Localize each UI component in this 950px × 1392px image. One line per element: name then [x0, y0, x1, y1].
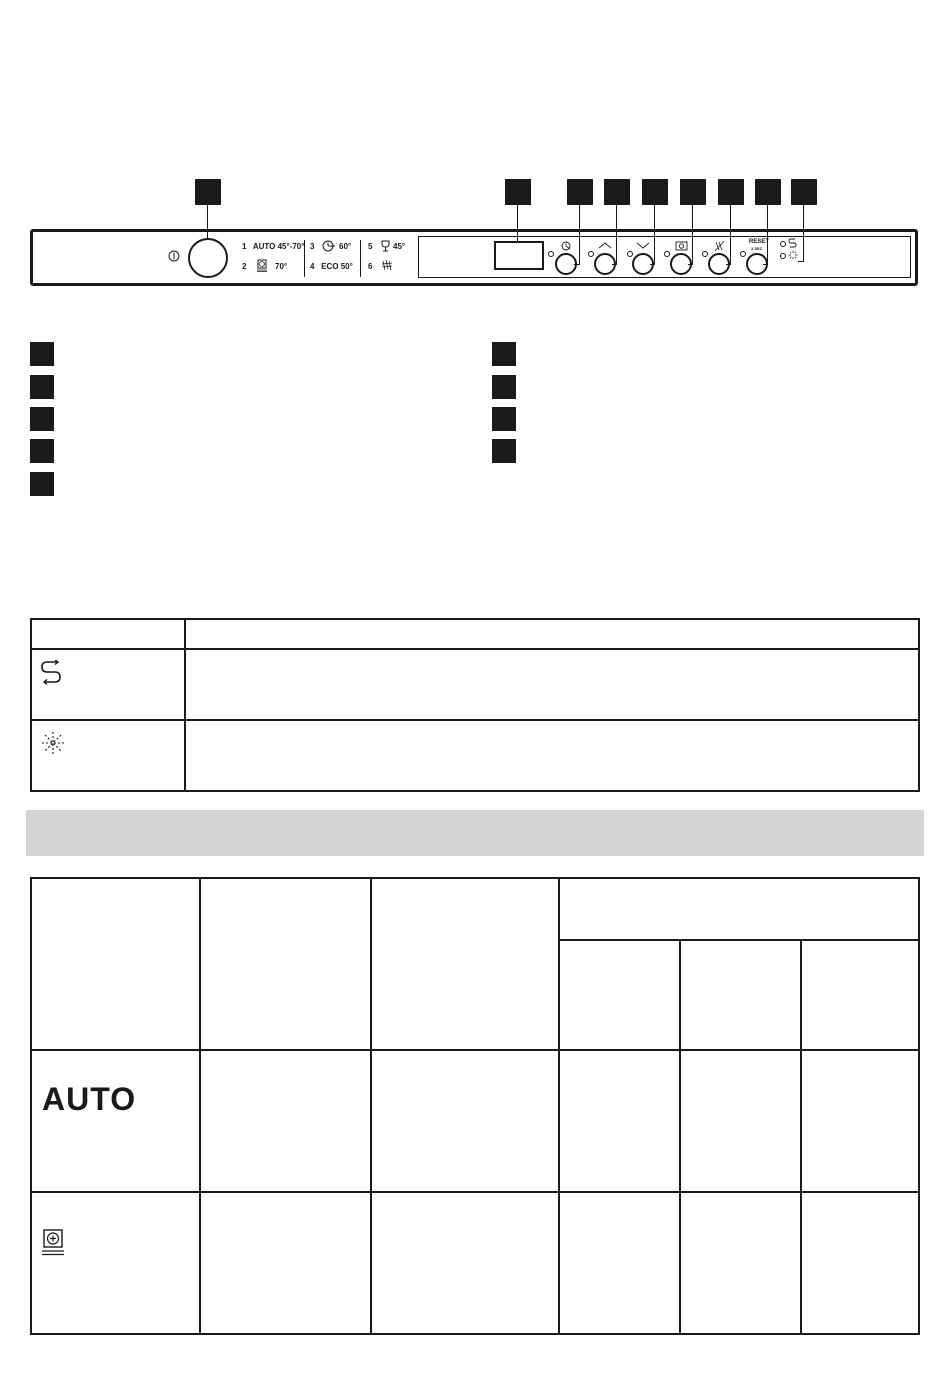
programme-table [30, 877, 920, 1335]
reset-label: RESET [749, 239, 770, 245]
glass-icon [381, 240, 390, 252]
divider [304, 240, 305, 277]
delay-start-icon [561, 241, 572, 252]
legend-marker [30, 342, 54, 366]
programme-5-temp: 45° [393, 242, 406, 251]
table-row [31, 1050, 919, 1192]
table-header-row [31, 619, 919, 649]
table-cell [200, 1192, 371, 1334]
digital-display [494, 241, 544, 270]
intensive-pot-icon [41, 1229, 65, 1257]
table-cell [31, 619, 185, 649]
power-icon [168, 250, 180, 262]
programme-4: 4 ECO 50° [310, 262, 353, 271]
table-cell [371, 1050, 559, 1192]
divider [360, 240, 361, 277]
programme-2-temp: 70° [275, 262, 288, 271]
reset-button[interactable] [746, 253, 768, 275]
table-cell [31, 649, 185, 720]
button-area [418, 236, 911, 278]
rinse-aid-led [780, 241, 786, 247]
programme-2: 2 [242, 262, 247, 271]
legend-marker [30, 375, 54, 399]
extra-option-button[interactable] [670, 253, 692, 275]
callout-marker-knob [195, 179, 221, 205]
legend-marker [492, 439, 516, 463]
legend-marker [492, 342, 516, 366]
programme-3-temp: 60° [339, 242, 352, 251]
reset-led [740, 251, 746, 257]
table-cell [680, 1050, 801, 1192]
up-led [588, 251, 594, 257]
salt-icon [41, 731, 65, 755]
programme-6: 6 [368, 262, 373, 271]
table-row [31, 649, 919, 720]
table-cell [200, 1050, 371, 1192]
rinse-aid-icon [40, 660, 62, 686]
legend-marker [30, 439, 54, 463]
table-header-row [31, 878, 919, 940]
delay-led [548, 251, 554, 257]
down-button[interactable] [632, 253, 654, 275]
half-load-icon [714, 240, 725, 252]
programme-1: 1 AUTO 45°-70° [242, 242, 305, 251]
table-row [31, 720, 919, 791]
extra-led [664, 251, 670, 257]
table-cell [559, 878, 919, 940]
callout-marker-half [718, 179, 744, 205]
table-cell [559, 1050, 680, 1192]
callout-marker-reset [755, 179, 781, 205]
down-led [627, 251, 633, 257]
chevron-up-icon [598, 242, 612, 249]
table-cell [31, 1050, 200, 1192]
intensive-pot-icon [256, 259, 268, 272]
table-row [31, 1192, 919, 1334]
programme-5: 5 [368, 242, 373, 251]
callout-marker-up [604, 179, 630, 205]
table-cell [31, 720, 185, 791]
callout-marker-delay [567, 179, 593, 205]
legend-marker [492, 407, 516, 431]
section-heading-bar [26, 810, 924, 856]
callout-marker-indicators [791, 179, 817, 205]
half-load-button[interactable] [708, 253, 730, 275]
table-cell [200, 878, 371, 1050]
table-cell [185, 619, 919, 649]
salt-icon [788, 250, 798, 260]
extra-option-icon [675, 241, 688, 251]
table-cell [31, 878, 200, 1050]
callout-marker-down [642, 179, 668, 205]
rinse-aid-icon [788, 238, 797, 248]
table-cell [680, 1192, 801, 1334]
table-cell [801, 940, 919, 1050]
table-cell [801, 1192, 919, 1334]
table-cell [185, 720, 919, 791]
programme-selector-knob[interactable] [188, 238, 228, 278]
legend-marker [492, 375, 516, 399]
auto-programme-label: AUTO [42, 1081, 137, 1117]
indicator-table [30, 618, 920, 792]
table-cell [185, 649, 919, 720]
clock-icon [322, 240, 336, 252]
up-button[interactable] [594, 253, 616, 275]
callout-marker-display [505, 179, 531, 205]
table-cell [801, 1050, 919, 1192]
table-cell [559, 1192, 680, 1334]
rinse-hold-icon [380, 259, 394, 272]
delay-start-button[interactable] [555, 253, 577, 275]
half-load-led [702, 251, 708, 257]
reset-duration-label: 3 SEC [751, 246, 763, 251]
chevron-down-icon [636, 242, 650, 249]
table-cell [680, 940, 801, 1050]
table-cell [31, 1192, 200, 1334]
callout-marker-extra [680, 179, 706, 205]
legend-marker [30, 407, 54, 431]
legend-marker [30, 472, 54, 496]
table-cell [559, 940, 680, 1050]
table-cell [371, 878, 559, 1050]
programme-3: 3 [310, 242, 315, 251]
salt-led [780, 253, 786, 259]
table-cell [371, 1192, 559, 1334]
